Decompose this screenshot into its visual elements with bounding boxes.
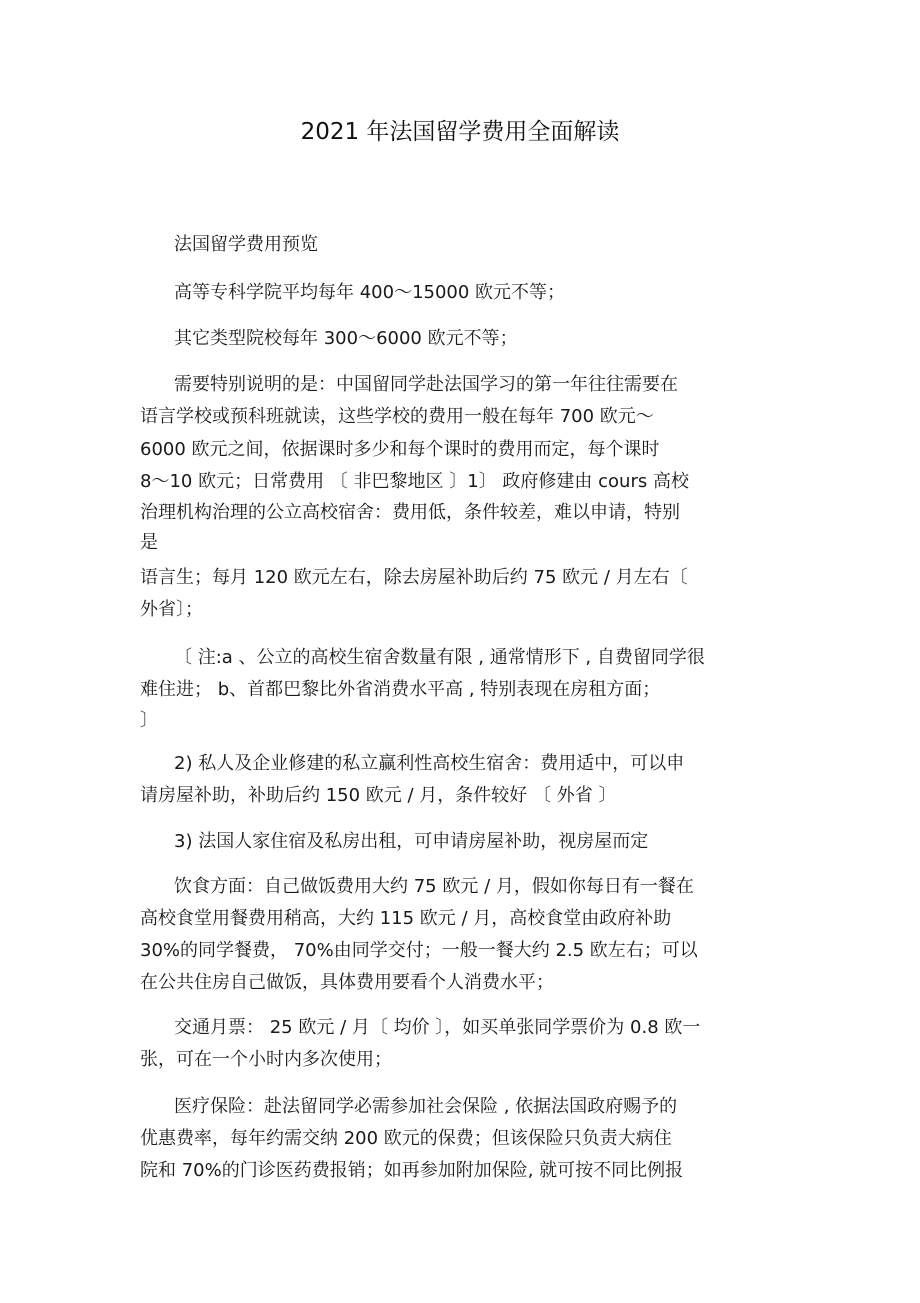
document-title: 2021 年法国留学费用全面解读 — [300, 119, 620, 145]
text-line: 高校食堂用餐费用稍高，大约 115 欧元 / 月，高校食堂由政府补助 — [140, 908, 672, 929]
text-line: 是 — [140, 532, 158, 553]
text-line: 〕 — [140, 710, 158, 731]
text-line: 难住进； b、首都巴黎比外省消费水平高 , 特别表现在房租方面； — [140, 679, 661, 700]
text-line: 饮食方面：自己做饭费用大约 75 欧元 / 月，假如你每日有一餐在 — [174, 876, 694, 897]
text-line: 语言学校或预科班就读，这些学校的费用一般在每年 700 欧元～ — [140, 406, 654, 427]
text-line: 院和 70%的门诊医药费报销；如再参加附加保险, 就可按不同比例报 — [140, 1160, 684, 1181]
text-line: 需要特别说明的是：中国留同学赴法国学习的第一年往往需要在 — [174, 374, 678, 395]
text-line: 高等专科学院平均每年 400～15000 欧元不等； — [174, 282, 566, 303]
text-line: 2) 私人及企业修建的私立赢利性高校生宿舍：费用适中，可以申 — [174, 753, 685, 774]
text-line: 外省〕； — [140, 599, 203, 620]
text-line: 优惠费率，每年约需交纳 200 欧元的保费；但该保险只负责大病住 — [140, 1128, 672, 1149]
text-line: 法国留学费用预览 — [174, 234, 318, 255]
text-line: 医疗保险：赴法留同学必需参加社会保险 , 依据法国政府赐予的 — [174, 1096, 678, 1117]
text-line: 30%的同学餐费， 70%由同学交付；一般一餐大约 2.5 欧左右；可以 — [140, 940, 698, 961]
text-line: 张，可在一个小时内多次使用； — [140, 1049, 392, 1070]
text-line: 其它类型院校每年 300～6000 欧元不等； — [174, 328, 518, 349]
text-line: 请房屋补助，补助后约 150 欧元 / 月，条件较好 〔 外省 〕 — [140, 785, 617, 806]
text-line: 3) 法国人家住宿及私房出租，可申请房屋补助，视房屋而定 — [174, 831, 649, 852]
text-line: 8～10 欧元；日常费用 〔 非巴黎地区 〕1〕 政府修建由 cours 高校 — [140, 471, 689, 492]
text-line: 语言生；每月 120 欧元左右，除去房屋补助后约 75 欧元 / 月左右〔 — [140, 567, 688, 588]
text-line: 治理机构治理的公立高校宿舍：费用低，条件较差，难以申请，特别 — [140, 502, 680, 523]
text-line: 交通月票： 25 欧元 / 月〔 均价 〕，如买单张同学票价为 0.8 欧一 — [174, 1017, 701, 1038]
text-line: 〔 注:a 、公立的高校生宿舍数量有限 , 通常情形下 , 自费留同学很 — [174, 647, 705, 668]
text-line: 6000 欧元之间，依据课时多少和每个课时的费用而定，每个课时 — [140, 439, 660, 460]
text-line: 在公共住房自己做饭，具体费用要看个人消费水平； — [140, 972, 554, 993]
